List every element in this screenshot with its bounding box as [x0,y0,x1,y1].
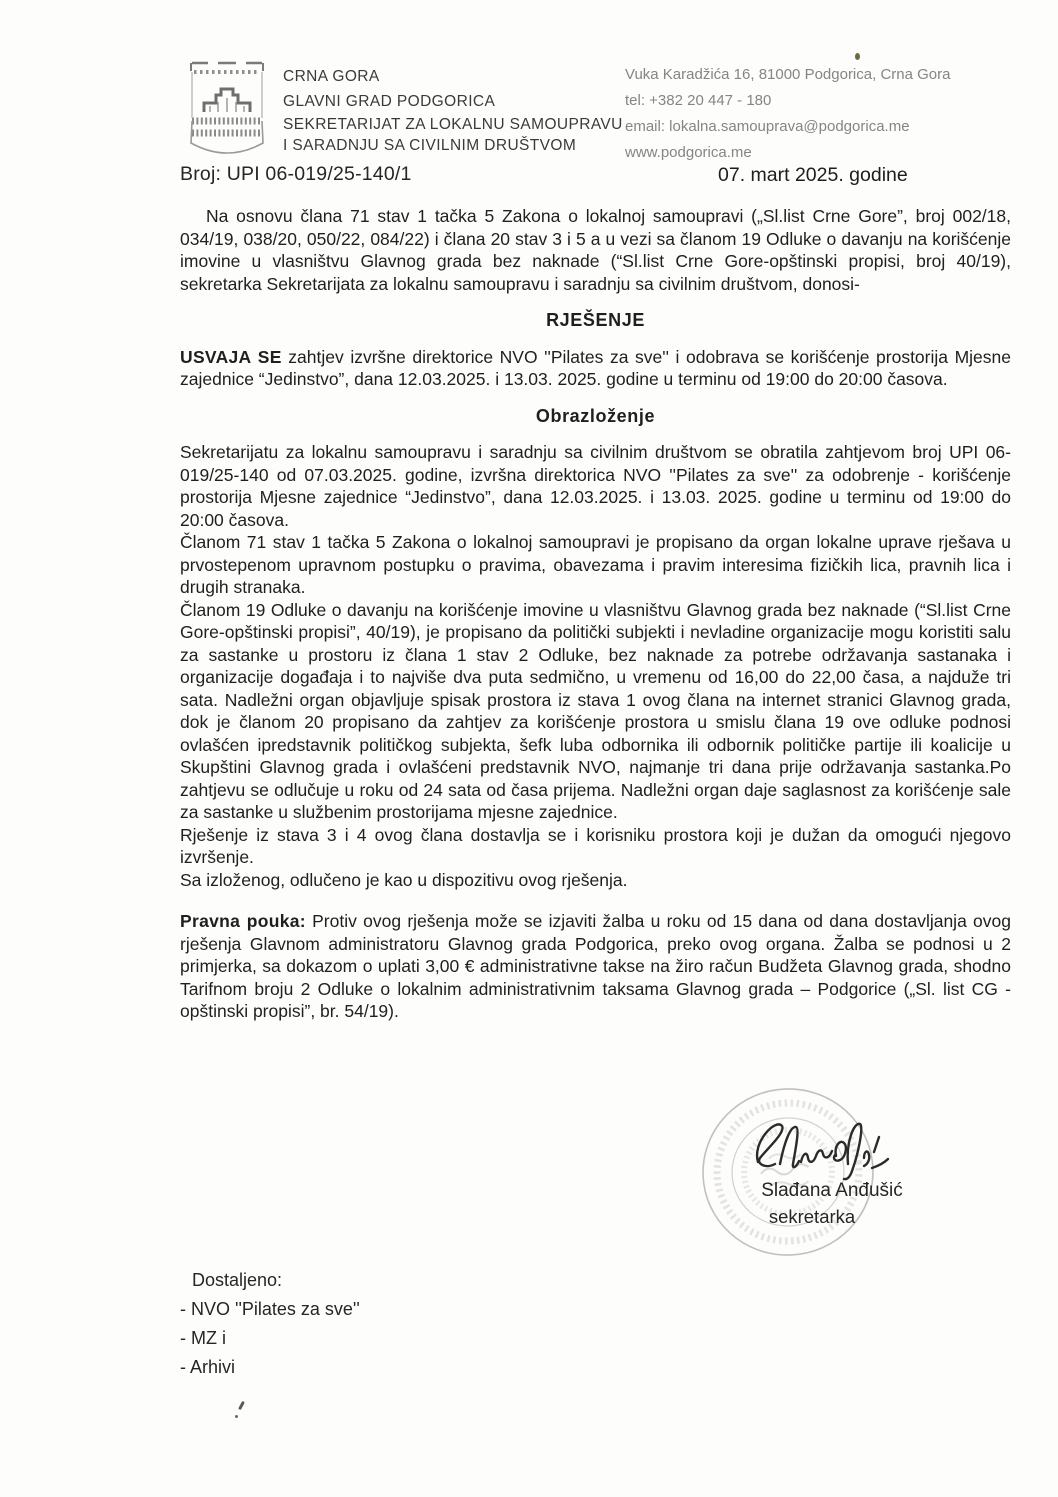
document-date: 07. mart 2025. godine [718,164,908,186]
signatory-name: Slađana Anđušić [761,1180,903,1201]
org-line-secretariat-2: I SARADNJU SA CIVILNIM DRUŠTVOM [283,137,577,154]
contact-website: www.podgorica.me [625,144,752,161]
rationale-paragraph-5: Sa izloženog, odlučeno je kao u dispozitivu ovog rješenja. [180,869,628,890]
legal-notice-lead: Pravna pouka: [180,911,306,931]
signatory-title: sekretarka [768,1206,856,1227]
heading-obrazlozenje: Obrazloženje [535,405,656,426]
distribution-item: - MZ i [180,1328,226,1348]
org-line-city: GLAVNI GRAD PODGORICA [283,93,496,110]
scan-speck [855,53,860,60]
contact-address: Vuka Karadžića 16, 81000 Podgorica, Crna Gora [625,66,951,83]
distribution-label: Dostaljeno: [192,1270,283,1290]
distribution-block [180,1266,360,1382]
legal-notice-paragraph [180,910,1011,1023]
decision-text: zahtjev izvršne direktorice NVO ''Pilates za sve'' i odobrava se korišćenje prostorija Mjesne zajednice “Jedinstvo”, dana 12.03.2025. i 13.03. 2025. godine u terminu od 19:00 do 20:00 časova. [180,346,1012,389]
podgorica-coat-of-arms-icon [188,60,266,160]
scan-ink-dot [235,1415,238,1418]
contact-phone: tel: +382 20 447 - 180 [625,92,772,109]
org-line-secretariat-1: SEKRETARIJAT ZA LOKALNU SAMOUPRAVU [283,116,623,133]
reference-number: Broj: UPI 06-019/25-140/1 [180,163,412,185]
rationale-paragraph-3: Članom 19 Odluke o davanju na korišćenje imovine u vlasništvu Glavnog grada bez naknade (“Sl.list Crne Gore-opštinski propisi”, 40/19), je propisano da politički subjekti i nevladine organizacije mogu koristiti salu za sastanke u prostoru iz člana 1 stav 2 Odluke, bez naknade za potrebe održavanja sastanaka i organizacije događaja i to najviše dva puta sedmično, u vremenu od 16,00 do 22,00 časa, a najduže tri sata. Nadležni organ objavljuje spisak prostora iz stava 1 ovog člana na internet stranici Glavnog grada, dok je članom 20 propisano da zahtjev za korišćenje prostora u smislu člana 19 ove odluke podnosi ovlašćen ipredstavnik političkog subjekta, šefk luba odbornika ili odbornik političke partije ili koalicije u Skupštini Glavnog grada i ovlašćeni predstavnik NVO, najmanje tri dana prije održavanja sastanka.Po zahtjevu se odlučuje u roku od 24 sata od časa prijema. Nadležni organ daje saglasnost za korišćenje sale za sastanke u službenim prostorijama mjesne zajednice. [180,599,1011,822]
intro-paragraph: Na osnovu člana 71 stav 1 tačka 5 Zakona o lokalnoj samoupravi („Sl.list Crne Gore”, broj 002/18, 034/19, 038/20, 050/22, 084/22) i člana 20 stav 3 i 5 a u vezi sa članom 19 Odluke o davanju na korišćenje imovine u vlasništvu Glavnog grada bez naknade (“Sl.list Crne Gore-opštinski propisi, broj 40/19), sekretarka Sekretarijata za lokalnu samoupravu i saradnju sa civilnim društvom, donosi- [180,206,1011,294]
contact-info-block [625,62,950,166]
contact-email: email: lokalna.samouprava@podgorica.me [625,118,910,135]
org-name-block [283,64,623,156]
document-body [180,205,1011,1023]
distribution-item: - NVO ''Pilates za sve'' [180,1299,360,1319]
handwritten-signature-icon [748,1112,900,1190]
legal-notice-text: Protiv ovog rješenja može se izjaviti žalba u roku od 15 dana od dana dostavljanja ovog rješenja Glavnom administratoru Glavnog grada Podgorica, preko ovog organa. Žalba se podnosi u 2 primjerka, sa dokazom o uplati 3,00 € administrativne takse na žiro račun Budžeta Glavnog grada, shodno Tarifnom broju 2 Odluke o lokalnim administrativnim taksama Glavnog grada – Podgorice („Sl. list CG - opštinski propisi”, br. 54/19). [180,911,1012,1021]
rationale-paragraph-1: Sekretarijatu za lokalnu samoupravu i saradnju sa civilnim društvom se obratila zahtjevom broj UPI 06-019/25-140 od 07.03.2025. godine, izvršna direktorica NVO ''Pilates za sve'' za odobrenje - korišćenje prostorija Mjesne zajednice “Jedinstvo”, dana 12.03.2025. i 13.03. 2025. godine u terminu od 19:00 do 20:00 časova. [180,442,1011,530]
org-line-country: CRNA GORA [283,68,380,85]
rationale-paragraph-2: Članom 71 stav 1 tačka 5 Zakona o lokalnoj samoupravi je propisano da organ lokalne uprave rješava u prvostepenom upravnom postupku o pravima, obavezama i pravim interesima fizičkih lica, pravnih lica i drugih stranaka. [180,532,1011,597]
rationale-paragraph-4: Rješenje iz stava 3 i 4 ovog člana dostavlja se i korisniku prostora koji je dužan da omogući njegovo izvršenje. [180,824,1011,867]
distribution-item: - Arhivi [180,1357,236,1377]
scan-ink-mark [238,1401,245,1410]
decision-lead: USVAJA SE [180,346,282,367]
decision-paragraph [180,346,1011,391]
heading-rjesenje: RJEŠENJE [546,310,645,330]
